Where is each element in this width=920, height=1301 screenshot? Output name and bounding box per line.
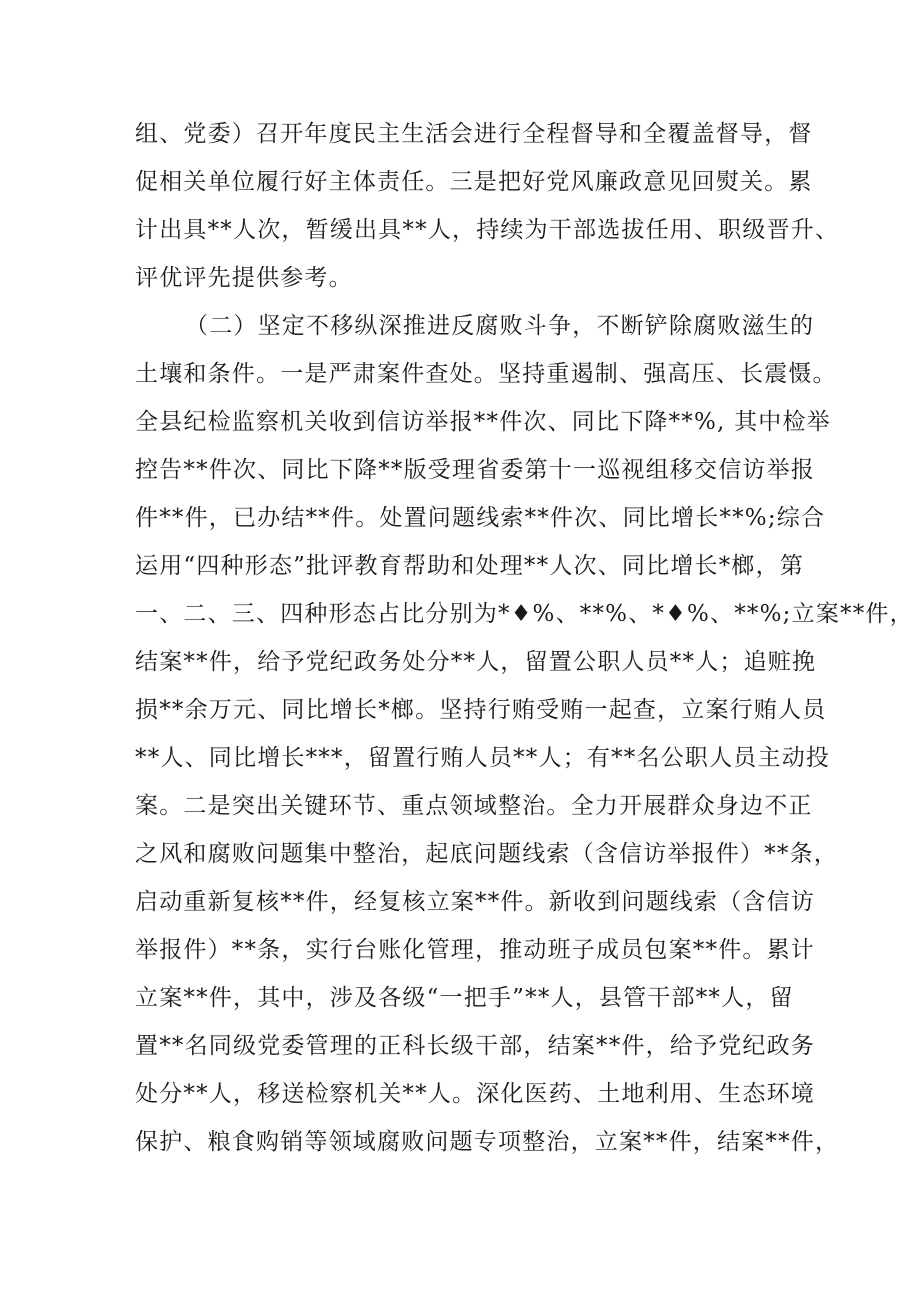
text-line-15: 案。二是突出关键环节、重点领域整治。全力开展群众身边不正: [135, 793, 813, 819]
text-line-16: 之风和腐败问题集中整治，起底问题线索（含信访举报件）**条，: [135, 841, 838, 867]
text-line-3: 计出具**人次，暂缓出具**人，持续为干部选拔任用、职级晋升、: [135, 217, 840, 243]
text-line-13: 损**余万元、同比增长*榔。坚持行贿受贿一起查，立案行贿人员: [135, 697, 827, 723]
text-line-2: 促相关单位履行好主体责任。三是把好党风廉政意见回熨关。累: [135, 169, 813, 195]
text-line-11: 一、二、三、四种形态占比分别为*♦%、**%、*♦%、**%;立案**件，: [135, 601, 914, 627]
paragraph-heading-line: （二）坚定不移纵深推进反腐败斗争，不断铲除腐败滋生的: [185, 313, 815, 339]
text-line-22: 保护、粮食购销等领域腐败问题专项整治，立案**件，结案**件，: [135, 1129, 840, 1155]
text-line-20: 置**名同级党委管理的正科长级干部，结案**件，给予党纪政务: [135, 1033, 815, 1059]
text-line-6: 土壤和条件。一是严肃案件查处。坚持重遏制、强高压、长震慑。: [135, 361, 837, 387]
text-line-8: 控告**件次、同比下降**版受理省委第十一巡视组移交信访举报: [135, 457, 815, 483]
text-line-14: **人、同比增长***，留置行贿人员**人；有**名公职人员主动投: [135, 745, 831, 771]
text-line-4: 评优评先提供参考。: [135, 265, 353, 291]
text-line-10: 运用“四种形态”批评教育帮助和处理**人次、同比增长*榔，第: [135, 553, 805, 579]
text-line-19: 立案**件，其中，涉及各级“一把手”**人，县管干部**人，留: [135, 985, 794, 1011]
text-line-18: 举报件）**条，实行台账化管理，推动班子成员包案**件。累计: [135, 937, 815, 963]
text-line-12: 结案**件，给予党纪政务处分**人，留置公职人员**人；追赃挽: [135, 649, 817, 675]
text-line-7: 全县纪检监察机关收到信访举报**件次、同比下降**%, 其中检举: [135, 409, 831, 435]
text-line-1: 组、党委）召开年度民主生活会进行全程督导和全覆盖督导，督: [135, 121, 813, 147]
text-line-21: 处分**人，移送检察机关**人。深化医药、土地利用、生态环境: [135, 1081, 815, 1107]
text-line-9: 件**件，已办结**件。处置问题线索**件次、同比增长**%;综合: [135, 505, 826, 531]
text-line-17: 启动重新复核**件，经复核立案**件。新收到问题线索（含信访: [135, 889, 815, 915]
